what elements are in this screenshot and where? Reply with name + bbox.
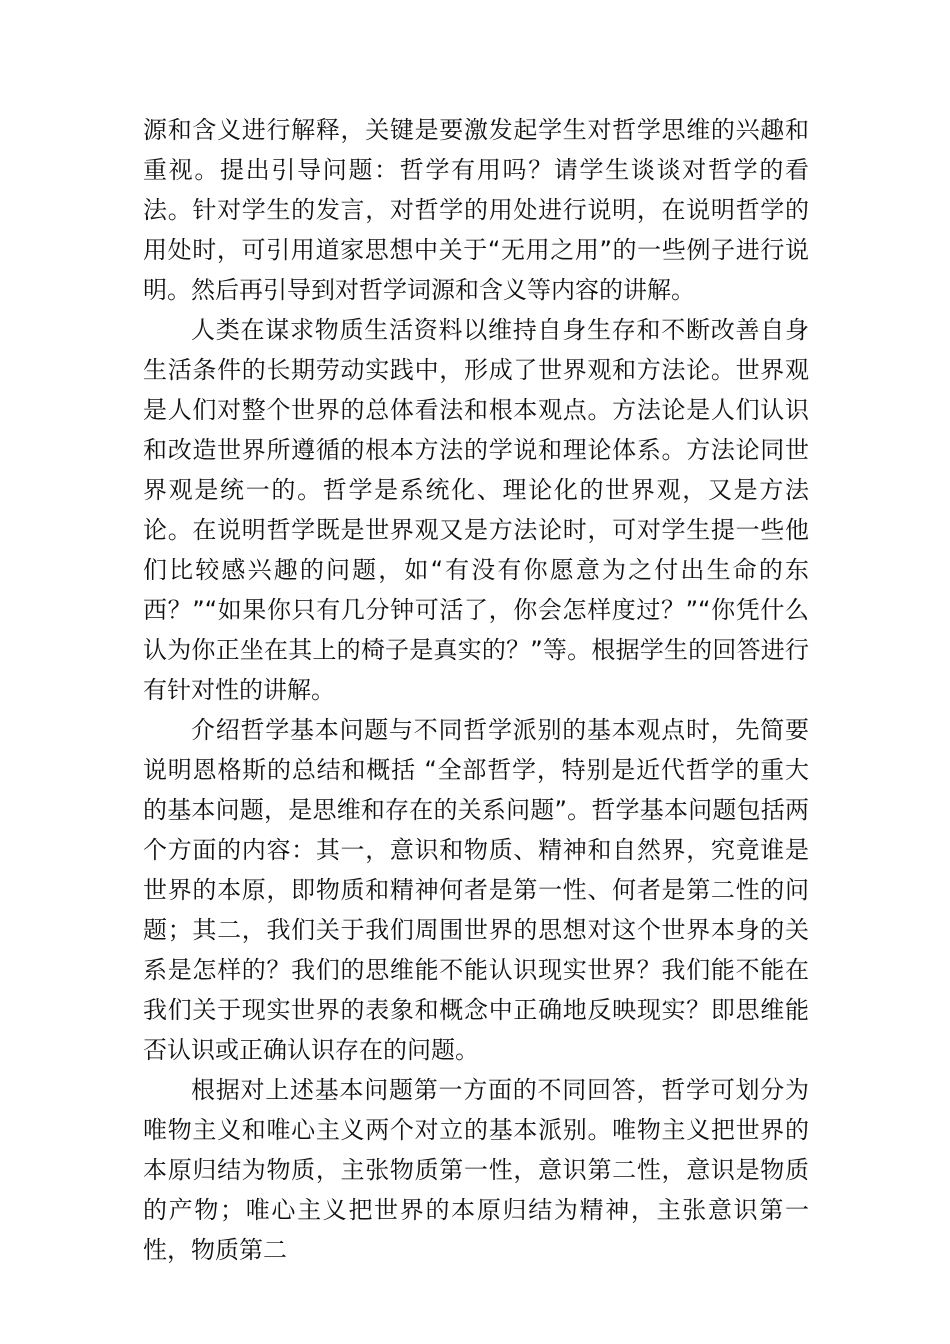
paragraph-1: 源和含义进行解释，关键是要激发起学生对哲学思维的兴趣和重视。提出引导问题：哲学有用吗？请学生谈谈对哲学的看法。针对学生的发言，对哲学的用处进行说明，在说明哲学的用处时，可引用道家思想中关于“无用之用”的一些例子进行说明。然后再引导到对哲学词源和含义等内容的讲解。 [143,116,809,304]
paragraph-2: 人类在谋求物质生活资料以维持自身生存和不断改善自身生活条件的长期劳动实践中，形成了世界观和方法论。世界观是人们对整个世界的总体看法和根本观点。方法论是人们认识和改造世界所遵循的根本方法的学说和理论体系。方法论同世界观是统一的。哲学是系统化、理论化的世界观，又是方法论。在说明哲学既是世界观又是方法论时，可对学生提一些他们比较感兴趣的问题，如“有没有你愿意为之付出生命的东西？”“如果你只有几分钟可活了，你会怎样度过？”“你凭什么认为你正坐在其上的椅子是真实的？”等。根据学生的回答进行有针对性的讲解。 [143,316,809,704]
document-body [143,110,809,1270]
paragraph-4: 根据对上述基本问题第一方面的不同回答，哲学可划分为唯物主义和唯心主义两个对立的基本派别。唯物主义把世界的本原归结为物质，主张物质第一性，意识第二性，意识是物质的产物；唯心主义把世界的本原归结为精神，主张意识第一性，物质第二 [143,1076,809,1264]
paragraph-3: 介绍哲学基本问题与不同哲学派别的基本观点时，先简要说明恩格斯的总结和概括 “全部哲学，特别是近代哲学的重大的基本问题，是思维和存在的关系问题”。哲学基本问题包括两个方面的内容：其一，意识和物质、精神和自然界，究竟谁是世界的本原，即物质和精神何者是第一性、何者是第二性的问题；其二，我们关于我们周围世界的思想对这个世界本身的关系是怎样的？我们的思维能不能认识现实世界？我们能不能在我们关于现实世界的表象和概念中正确地反映现实？即思维能否认识或正确认识存在的问题。 [143,716,809,1064]
